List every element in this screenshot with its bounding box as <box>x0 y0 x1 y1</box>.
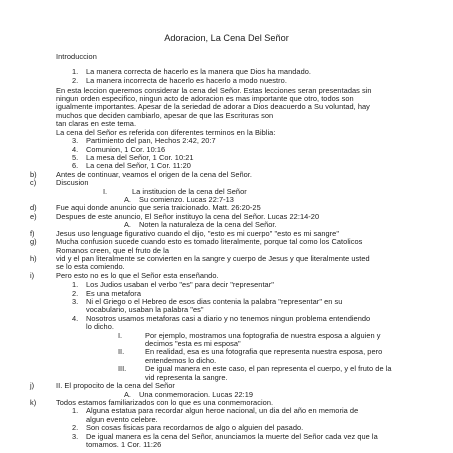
section-marker: g) <box>30 237 37 247</box>
section-text: Fue aqui donde anuncio que seria traicionado. Matt. 26:20-25 <box>56 203 261 213</box>
section-marker: c) <box>30 178 37 188</box>
list-item: La manera incorrecta de hacerlo es hacerlo a modo nuestro. <box>86 76 287 86</box>
roman-marker: I. <box>118 330 123 340</box>
roman-marker: I. <box>103 186 108 196</box>
example-line: entendemos lo dicho. <box>145 355 217 365</box>
list-marker: 3. <box>72 431 79 441</box>
list-marker: 6. <box>72 161 79 171</box>
list-item: De igual manera es la cena del Señor, anunciamos la muerte del Señor cada vez que la <box>86 431 378 441</box>
list-item: lo dicho. <box>86 322 114 332</box>
list-marker: 3. <box>72 136 79 146</box>
list-item: Son cosas fisicas para recordarnos de algo o alguien del pasado. <box>86 423 304 433</box>
section-text: Pero esto no es lo que el Señor esta enseñando. <box>56 270 219 280</box>
list-item: tomamos. 1 Cor. 11:26 <box>86 440 162 449</box>
example-line: De igual manera en este caso, el pan representa el cuerpo, y el fruto de la <box>145 364 392 374</box>
section-marker: b) <box>30 169 37 179</box>
section-text: se lo esta comiendo. <box>56 262 125 272</box>
section-text: Mucha confusion sucede cuando esto es tomado literalmente, porque tal como los Catolicos <box>56 237 363 247</box>
section-text: Antes de continuar, veamos el origen de la cena del Señor. <box>56 169 253 179</box>
list-item: La manera correcta de hacerlo es la manera que Dios ha mandado. <box>86 66 311 76</box>
paragraph-line: En esta leccion queremos considerar la cena del Señor. Estas lecciones seran presentadas sin <box>56 85 372 95</box>
list-item: Comunion, 1 Cor. 10:16 <box>86 144 166 154</box>
list-marker: 2. <box>72 423 79 433</box>
sub-heading: Su comienzo. Lucas 22:7-13 <box>139 195 234 205</box>
list-item: La cena del Señor, 1 Cor. 11:20 <box>86 161 191 171</box>
example-line: decimos "esta es mi esposa" <box>145 339 241 349</box>
list-item: Nosotros usamos metaforas casi a diario y no tenemos ningun problema entendiendo <box>86 313 371 323</box>
sub-heading: Noten la naturaleza de la cena del Señor. <box>139 220 277 230</box>
list-item: algun evento celebre. <box>86 414 158 424</box>
paragraph-line: igualmente importantes. Apesar de la seriedad de adorar a Dios deacuerdo a Su voluntad, hay <box>56 102 370 112</box>
section-marker: d) <box>30 203 37 213</box>
section-text: vid y el pan literalmente se convierten en la sangre y cuerpo de Jesus y que literalmente usted <box>56 253 370 263</box>
section-marker: j) <box>30 381 35 391</box>
list-marker: 2. <box>72 288 79 298</box>
list-item: La mesa del Señor, 1 Cor. 10:21 <box>86 152 194 162</box>
list-marker: 4. <box>72 313 79 323</box>
section-marker: i) <box>30 270 35 280</box>
list-item: Ni el Griego o el Hebreo de esos dias contenia la palabra "representar" en su <box>86 296 343 306</box>
list-item: Los Judios usaban el verbo "es" para decir "representar" <box>86 280 274 290</box>
section-text: Despues de este anuncio, El Señor instituyo la cena del Señor. Lucas 22:14-20 <box>56 211 320 221</box>
list-marker: 1. <box>72 406 79 416</box>
list-item: Alguna estatua para recordar algun heroe nacional, un dia del año en memoria de <box>86 406 359 416</box>
roman-marker: III. <box>118 364 127 374</box>
list-item: vocabulario, usaban la palabra "es" <box>86 305 204 315</box>
section-marker: f) <box>30 228 35 238</box>
section-text: Todos estamos familiarizados con lo que es una conmemoracion. <box>56 397 274 407</box>
list-item: Es una metafora <box>86 288 141 298</box>
paragraph-line: ningun orden especifico, ningun acto de adoracion es mas importante que otro, todos son <box>56 94 354 104</box>
list-marker: 1. <box>72 66 79 76</box>
section-marker: e) <box>30 211 37 221</box>
section-text: II. El propocito de la cena del Señor <box>56 381 175 391</box>
paragraph-line: muchos que deciden cambiarlo, apesar de que las Escrituras son <box>56 110 274 120</box>
document-title: Adoracion, La Cena Del Señor <box>164 33 289 43</box>
sub-heading: Una conmemoracion. Lucas 22:19 <box>139 389 254 399</box>
intro-heading: Introduccion <box>56 52 97 61</box>
roman-marker: II. <box>118 347 125 357</box>
sub-marker: A. <box>124 389 131 399</box>
section-text: Romanos creen, que el fruto de la <box>56 245 169 255</box>
list-marker: 1. <box>72 280 79 290</box>
sub-marker: A. <box>124 195 131 205</box>
sub-marker: A. <box>124 220 131 230</box>
example-line: vid representa la sangre. <box>145 372 228 382</box>
paragraph-line: La cena del Señor es referida con diferentes terminos en la Biblia: <box>56 127 276 137</box>
list-marker: 5. <box>72 152 79 162</box>
section-text: Discusion <box>56 178 89 188</box>
paragraph-line: tan claras en este tema. <box>56 119 137 129</box>
list-marker: 3. <box>72 296 79 306</box>
roman-heading: La institucion de la cena del Señor <box>132 186 247 196</box>
section-marker: h) <box>30 253 37 263</box>
list-marker: 4. <box>72 144 79 154</box>
section-text: Jesus uso lenguage figurativo cuando el dijo, "esto es mi cuerpo" "esto es mi sangre" <box>56 228 340 238</box>
example-line: En realidad, esa es una fotografia que representa nuestra esposa, pero <box>145 347 383 357</box>
section-marker: k) <box>30 397 37 407</box>
list-marker: 2. <box>72 76 79 86</box>
example-line: Por ejemplo, mostramos una foptografia de nuestra esposa a alguien y <box>145 330 381 340</box>
list-item: Partimiento del pan, Hechos 2:42, 20:7 <box>86 136 216 146</box>
